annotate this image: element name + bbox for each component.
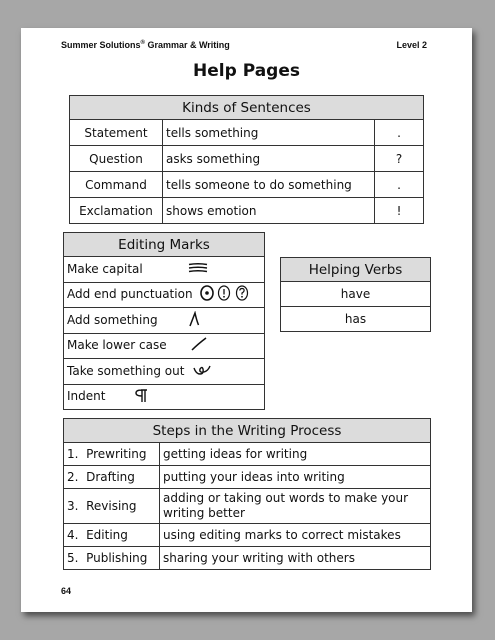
table-row xyxy=(70,120,424,146)
table-row xyxy=(70,146,424,172)
table-row xyxy=(64,443,431,466)
sentence-meaning: shows emotion xyxy=(163,198,375,224)
sentence-punctuation: ? xyxy=(375,146,424,172)
step-description: getting ideas for writing xyxy=(160,443,431,466)
table-row xyxy=(281,307,431,332)
step-description: using editing marks to correct mistakes xyxy=(160,524,431,547)
step-description: sharing your writing with others xyxy=(160,547,431,570)
circled-punctuation-icons xyxy=(200,285,250,304)
table-row xyxy=(64,547,431,570)
helping-verbs-table xyxy=(280,257,431,332)
table-heading: Helping Verbs xyxy=(281,258,431,282)
writing-steps-table xyxy=(63,418,431,570)
table-row xyxy=(64,524,431,547)
level-label: Level 2 xyxy=(396,40,427,50)
table-row xyxy=(64,384,265,410)
page-number: 64 xyxy=(61,586,72,596)
sentence-meaning: tells something xyxy=(163,120,375,146)
table-row xyxy=(70,172,424,198)
kinds-of-sentences-table xyxy=(69,95,424,224)
step-name: 5. Publishing xyxy=(64,547,160,570)
step-description: putting your ideas into writing xyxy=(160,466,431,489)
step-name: 2. Drafting xyxy=(64,466,160,489)
helping-verb: have xyxy=(281,282,431,307)
step-name: 4. Editing xyxy=(64,524,160,547)
editing-marks-table xyxy=(63,232,265,410)
mark-label: Take something out xyxy=(67,363,185,378)
sentence-meaning: tells someone to do something xyxy=(163,172,375,198)
sentence-kind: Command xyxy=(70,172,163,198)
table-row xyxy=(64,466,431,489)
mark-label: Indent xyxy=(67,389,106,404)
table-row xyxy=(64,489,431,524)
table-heading: Steps in the Writing Process xyxy=(64,419,431,443)
book-title: Summer Solutions® Grammar & Writing xyxy=(61,40,230,50)
step-description: adding or taking out words to make your writing better xyxy=(160,489,431,524)
sentence-punctuation: . xyxy=(375,172,424,198)
paragraph-icon xyxy=(133,387,149,406)
caret-icon xyxy=(187,311,203,330)
sentence-punctuation: . xyxy=(375,120,424,146)
table-row xyxy=(64,333,265,359)
slash-icon xyxy=(187,337,209,354)
sentence-punctuation: ! xyxy=(375,198,424,224)
step-name: 3. Revising xyxy=(64,489,160,524)
step-name: 1. Prewriting xyxy=(64,443,160,466)
table-row xyxy=(64,359,265,385)
sentence-kind: Question xyxy=(70,146,163,172)
delete-loop-icon xyxy=(192,363,212,380)
table-row xyxy=(64,282,265,308)
sentence-kind: Exclamation xyxy=(70,198,163,224)
table-heading: Editing Marks xyxy=(64,233,265,257)
mark-label: Make capital xyxy=(67,261,143,276)
sentence-meaning: asks something xyxy=(163,146,375,172)
table-row xyxy=(64,257,265,283)
table-row xyxy=(281,282,431,307)
table-row xyxy=(64,308,265,334)
workbook-page xyxy=(21,28,472,612)
page-title: Help Pages xyxy=(193,61,300,81)
helping-verb: has xyxy=(281,307,431,332)
sentence-kind: Statement xyxy=(70,120,163,146)
mark-label: Add something xyxy=(67,312,158,327)
mark-label: Make lower case xyxy=(67,338,167,353)
triple-underline-icon xyxy=(187,262,209,277)
table-heading: Kinds of Sentences xyxy=(70,96,424,120)
table-row xyxy=(70,198,424,224)
mark-label: Add end punctuation xyxy=(67,287,193,302)
